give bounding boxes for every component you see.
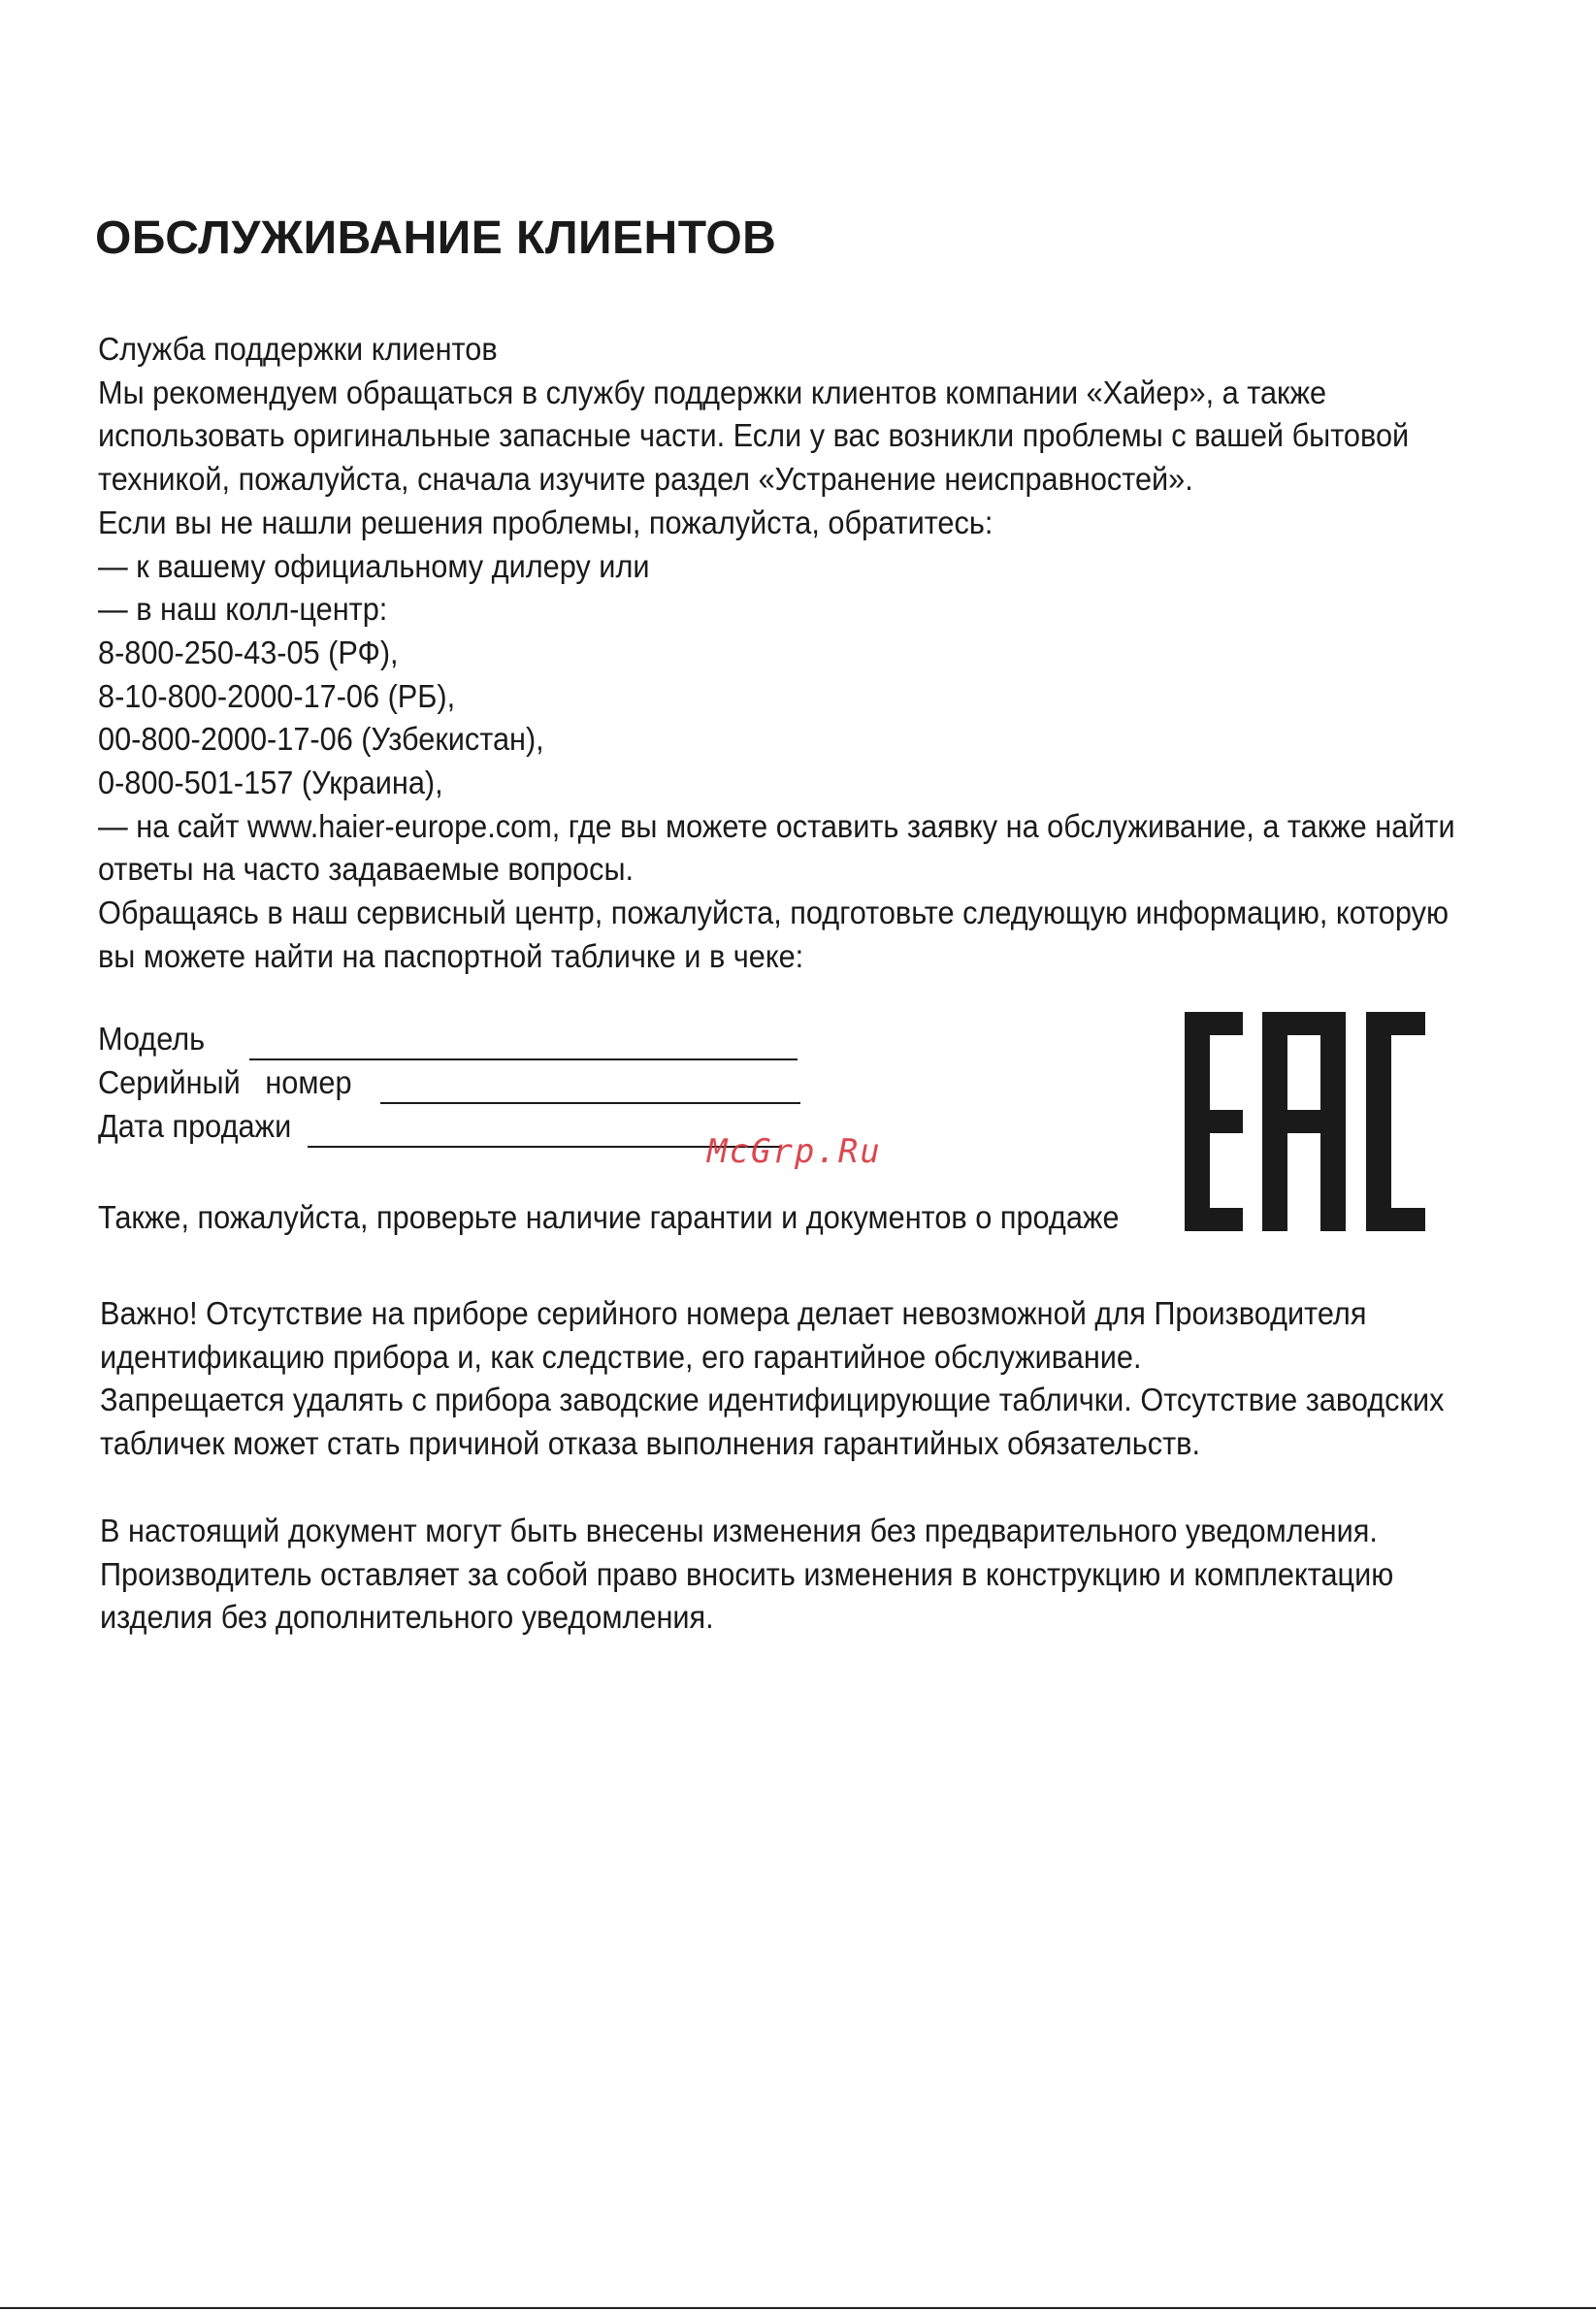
- intro-line: Служба поддержки клиентов: [98, 331, 498, 367]
- serial-field[interactable]: [380, 1069, 800, 1104]
- intro-line: техникой, пожалуйста, сначала изучите раздел «Устранение неисправностей».: [98, 461, 1193, 498]
- eac-logo: [1185, 1012, 1425, 1231]
- important-section: [100, 1292, 1444, 1466]
- model-row: [98, 1017, 800, 1060]
- date-row: [98, 1104, 800, 1148]
- phone-uz: 00-800-2000-17-06 (Узбекистан),: [98, 721, 544, 758]
- intro-line: Если вы не нашли решения проблемы, пожалуйста, обратитесь:: [98, 504, 993, 540]
- notice-section: [100, 1510, 1393, 1640]
- date-label: Дата продажи: [98, 1108, 292, 1144]
- website-line: — на сайт www.haier-europe.com, где вы можете оставить заявку на обслуживание, а также найти: [98, 807, 1455, 844]
- watermark: McGrp.Ru: [707, 1132, 882, 1171]
- intro-line: Мы рекомендуем обращаться в службу поддержки клиентов компании «Хайер», а также: [98, 374, 1327, 410]
- notice-line: Производитель оставляет за собой право вносить изменения в конструкцию и комплектацию: [100, 1555, 1394, 1592]
- important-line: Запрещается удалять с прибора заводские идентифицирующие таблички. Отсутствие заводских: [100, 1382, 1445, 1418]
- important-line: идентификацию прибора и, как следствие, его гарантийное обслуживание.: [100, 1338, 1142, 1375]
- intro-line: ответы на часто задаваемые вопросы.: [98, 851, 635, 888]
- intro-line: вы можете найти на паспортной табличке и в чеке:: [98, 937, 804, 974]
- phone-rf: 8-800-250-43-05 (РФ),: [98, 634, 399, 670]
- phone-rb: 8-10-800-2000-17-06 (РБ),: [98, 677, 456, 714]
- important-line: Важно! Отсутствие на приборе серийного номера делает невозможной для Производителя: [100, 1295, 1367, 1331]
- notice-line: изделия без дополнительного уведомления.: [100, 1599, 714, 1636]
- serial-label: Серийный номер: [98, 1064, 352, 1100]
- phone-ua: 0-800-501-157 (Украина),: [98, 765, 443, 801]
- product-info-form: [98, 1017, 800, 1148]
- eac-mark-icon: [1185, 1012, 1425, 1231]
- notice-line: В настоящий документ могут быть внесены изменения без предварительного уведомления.: [100, 1513, 1378, 1548]
- warranty-reminder: Также, пожалуйста, проверьте наличие гарантии и документов о продаже: [98, 1199, 1120, 1235]
- intro-line: — в наш колл-центр:: [98, 591, 388, 628]
- important-line: табличек может стать причиной отказа выполнения гарантийных обязательств.: [100, 1425, 1201, 1462]
- intro-line: использовать оригинальные запасные части. Если у вас возникли проблемы с вашей бытовой: [98, 417, 1410, 454]
- model-field[interactable]: [249, 1025, 798, 1060]
- intro-line: Обращаясь в наш сервисный центр, пожалуйста, подготовьте следующую информацию, которую: [98, 895, 1449, 931]
- page-title: ОБСЛУЖИВАНИЕ КЛИЕНТОВ: [95, 212, 777, 264]
- bottom-divider: [0, 2307, 1596, 2309]
- intro-section: [98, 328, 1455, 979]
- serial-row: [98, 1060, 800, 1104]
- intro-line: — к вашему официальному дилеру или: [98, 547, 650, 584]
- model-label: Модель: [98, 1021, 206, 1057]
